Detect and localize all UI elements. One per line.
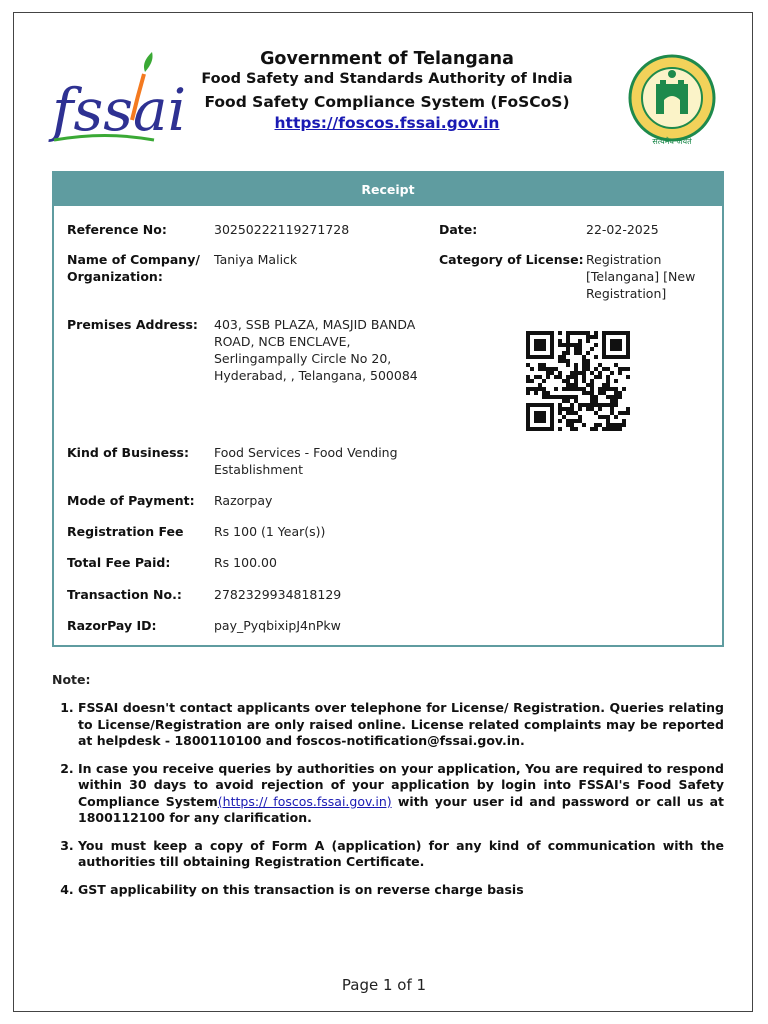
premises-value-line2: ROAD, NCB ENCLAVE, <box>214 334 351 349</box>
payment-label: Mode of Payment: <box>67 493 195 508</box>
receipt-panel <box>52 171 724 647</box>
category-value-line1: Registration <box>586 252 662 267</box>
reference-label: Reference No: <box>67 222 167 237</box>
total-fee-value: Rs 100.00 <box>214 555 277 570</box>
category-label: Category of License: <box>439 252 584 267</box>
notes-list <box>52 700 724 909</box>
note-item <box>78 882 724 899</box>
premises-value-line1: 403, SSB PLAZA, MASJID BANDA <box>214 317 416 332</box>
transaction-value: 2782329934818129 <box>214 587 342 602</box>
note-item <box>78 700 724 750</box>
note-text: In case you receive queries by authorities on your application, You are required to respond within 30 days to avoid rejection of your application by login into FSSAI's Food Safety Compliance System <box>78 760 724 809</box>
registration-fee-label: Registration Fee <box>67 524 184 539</box>
foscos-link[interactable]: https://foscos.fssai.gov.in <box>274 114 500 132</box>
razorpay-label: RazorPay ID: <box>67 618 157 633</box>
business-value-line2: Establishment <box>214 462 303 477</box>
svg-text:सत्यमेव जयते: सत्यमेव जयते <box>652 137 692 146</box>
business-value-line1: Food Services - Food Vending <box>214 445 398 460</box>
total-fee-label: Total Fee Paid: <box>67 555 171 570</box>
date-value: 22-02-2025 <box>586 222 659 237</box>
transaction-label: Transaction No.: <box>67 587 182 602</box>
qr-code-icon <box>526 331 630 431</box>
note-item <box>78 761 724 827</box>
business-label: Kind of Business: <box>67 445 189 460</box>
premises-value-line3: Serlingampally Circle No 20, <box>214 351 392 366</box>
payment-value: Razorpay <box>214 493 273 508</box>
header-authority: Food Safety and Standards Authority of India <box>201 71 573 87</box>
premises-value-line4: Hyderabad, , Telangana, 500084 <box>214 368 418 383</box>
reference-value: 30250222119271728 <box>214 222 350 237</box>
premises-label: Premises Address: <box>67 317 198 332</box>
registration-fee-value: Rs 100 (1 Year(s)) <box>214 524 326 539</box>
page-number: Page 1 of 1 <box>341 976 427 994</box>
note-text: with your user id and password or call us at 1800112100 for any clarification. <box>78 793 725 825</box>
header-system: Food Safety Compliance System (FoSCoS) <box>204 93 570 111</box>
company-value: Taniya Malick <box>214 252 298 267</box>
category-value-line3: Registration] <box>586 286 667 301</box>
fssai-logo <box>50 48 187 148</box>
date-label: Date: <box>439 222 478 237</box>
header-government: Government of Telangana <box>260 49 514 69</box>
svg-text:fssai: fssai <box>52 76 187 144</box>
note-text: GST applicability on this transaction is on reverse charge basis <box>78 881 524 897</box>
razorpay-value: pay_PyqbixipJ4nPkw <box>214 618 341 633</box>
foscos-portal-link[interactable]: (https:// foscos.fssai.gov.in) <box>217 793 392 809</box>
company-label-line2: Organization: <box>67 269 163 284</box>
category-value-line2: [Telangana] [New <box>586 269 696 284</box>
telangana-emblem-icon <box>626 54 718 146</box>
note-title: Note: <box>52 672 91 687</box>
company-label-line1: Name of Company/ <box>67 252 200 267</box>
note-item <box>78 838 724 871</box>
receipt-title: Receipt <box>54 173 722 206</box>
note-text: You must keep a copy of Form A (application) for any kind of communication with the authorities till obtaining Registration Certificate. <box>78 837 724 869</box>
note-text: FSSAI doesn't contact applicants over telephone for License/ Registration. Queries relating to License/Registration are only raised online. License related complaints may be reported at helpdesk - 1800110100 and foscos-notification@fssai.gov.in. <box>78 700 724 748</box>
